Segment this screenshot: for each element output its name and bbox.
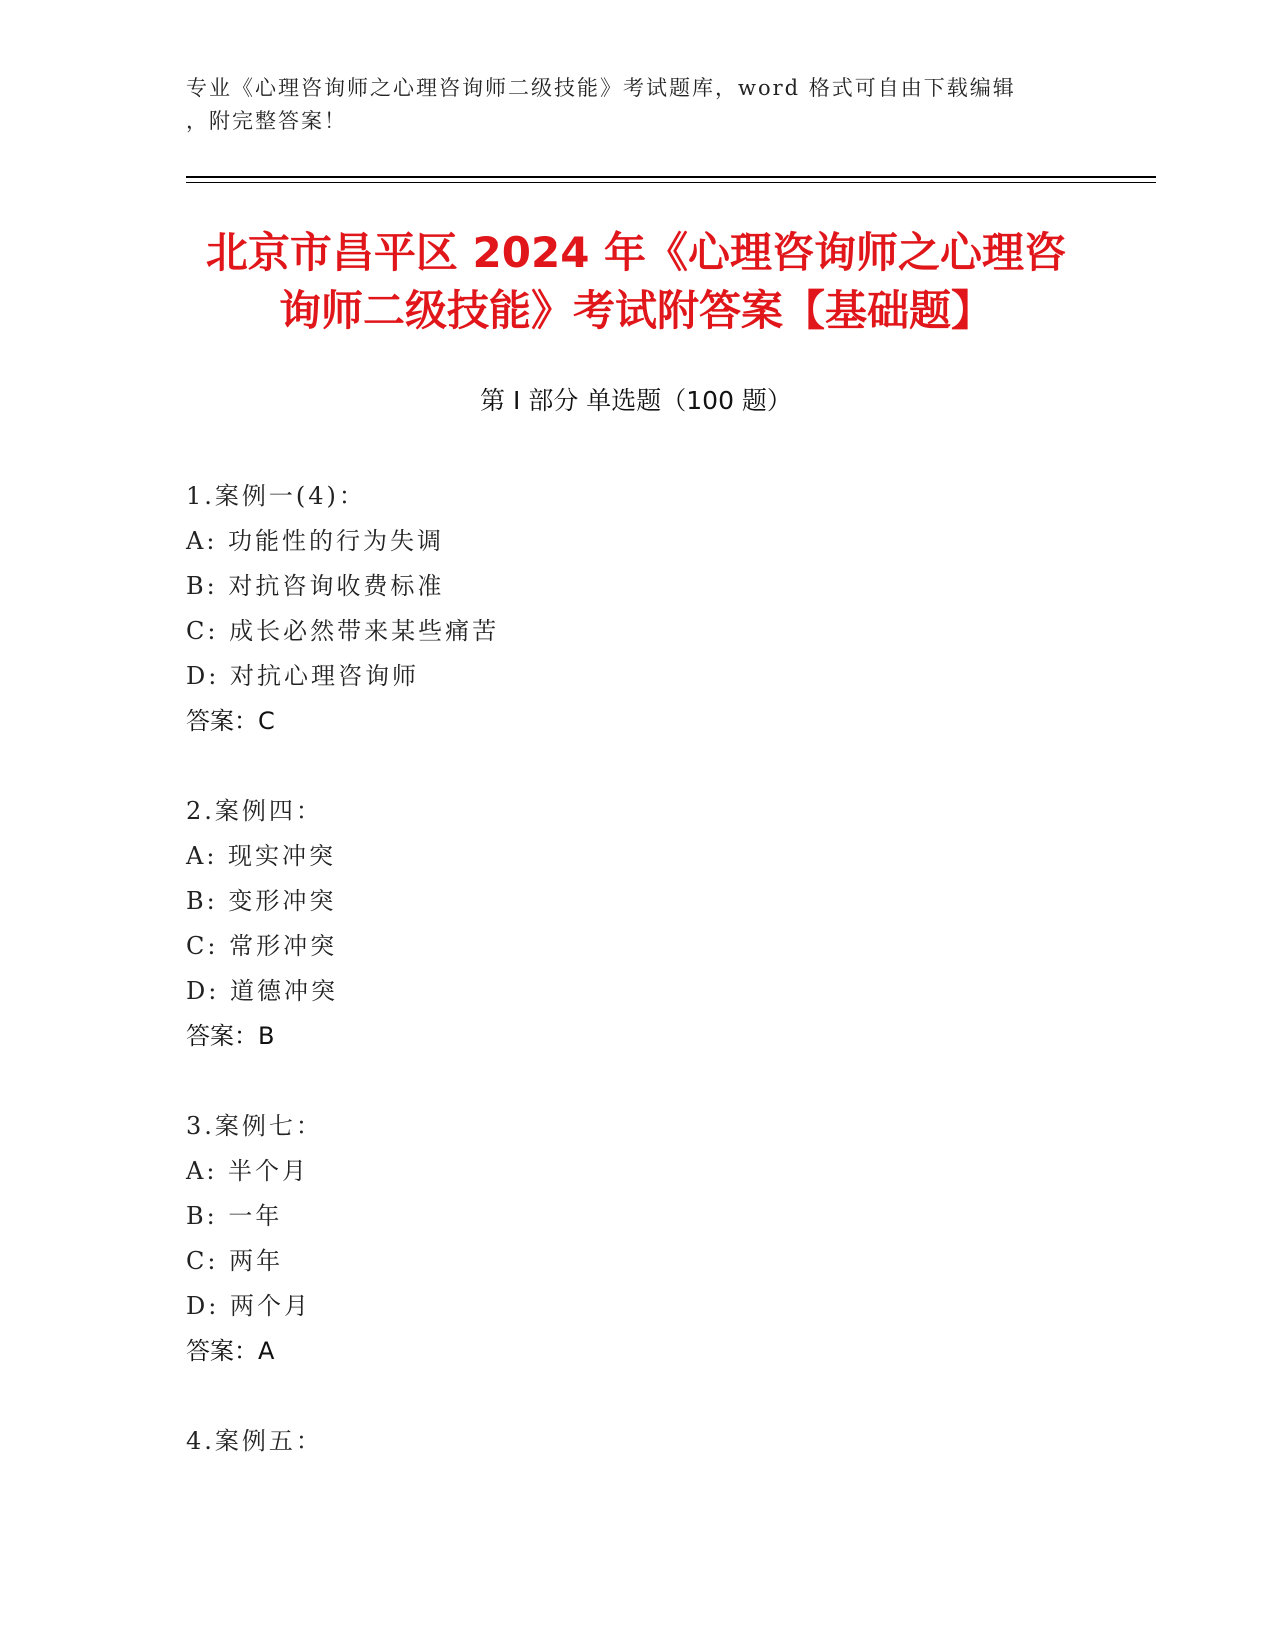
- option-d: D: 道德冲突: [186, 977, 338, 1005]
- question-3: [186, 1104, 1086, 1374]
- question-stem: 4.案例五：: [186, 1427, 323, 1455]
- option-a: A: 现实冲突: [186, 842, 337, 870]
- document-title-line-2: 询师二级技能》考试附答案【基础题】: [278, 286, 993, 335]
- option-b: B: 对抗咨询收费标准: [186, 572, 445, 600]
- option-d: D: 两个月: [186, 1292, 311, 1320]
- question-2: [186, 789, 1086, 1059]
- option-a: A: 半个月: [186, 1157, 310, 1185]
- header-divider-thin: [186, 182, 1156, 183]
- answer-line: 答案：B: [186, 1022, 275, 1050]
- option-d: D: 对抗心理咨询师: [186, 662, 419, 690]
- section-title: 第 I 部分 单选题（100 题）: [480, 386, 792, 415]
- document-title: [186, 224, 1086, 340]
- question-list: [186, 474, 1086, 1509]
- option-b: B: 变形冲突: [186, 887, 337, 915]
- header-note: 专业《心理咨询师之心理咨询师二级技能》考试题库，word 格式可自由下载编辑 ，附完整答案！: [186, 76, 1016, 133]
- option-c: C: 成长必然带来某些痛苦: [186, 617, 500, 645]
- question-stem: 2.案例四：: [186, 797, 323, 825]
- option-a: A: 功能性的行为失调: [186, 527, 445, 555]
- option-c: C: 常形冲突: [186, 932, 338, 960]
- answer-line: 答案：C: [186, 707, 275, 735]
- question-1: [186, 474, 1086, 744]
- question-4: [186, 1419, 1086, 1464]
- header-divider-thick: [186, 176, 1156, 178]
- question-stem: 3.案例七：: [186, 1112, 323, 1140]
- option-b: B: 一年: [186, 1202, 283, 1230]
- answer-line: 答案：A: [186, 1337, 275, 1365]
- question-stem: 1.案例一(4)：: [186, 482, 366, 510]
- document-title-line-1: 北京市昌平区 2024 年《心理咨询师之心理咨: [205, 228, 1067, 277]
- option-c: C: 两年: [186, 1247, 284, 1275]
